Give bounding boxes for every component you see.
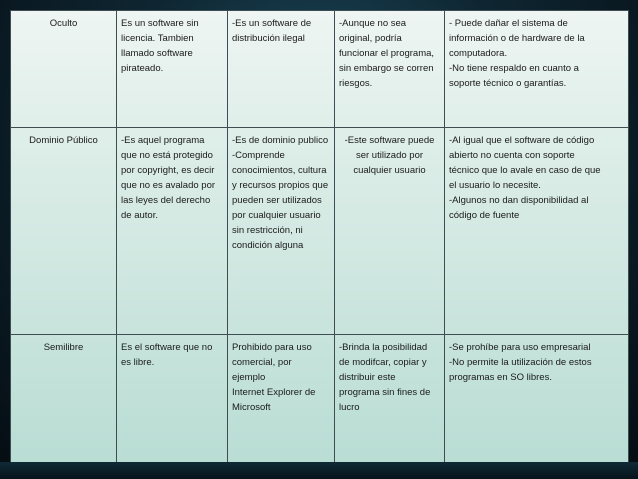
software-comparison-table bbox=[10, 10, 629, 463]
slide-footer-bar bbox=[0, 462, 638, 479]
disadvantages-cell: -Se prohíbe para uso empresarial -No permite la utilización de estos programas en SO libres. bbox=[445, 335, 629, 463]
table-row bbox=[11, 128, 629, 335]
table-row bbox=[11, 335, 629, 463]
row-name-cell: Dominio Público bbox=[11, 128, 117, 335]
row-name-cell: Oculto bbox=[11, 11, 117, 128]
description-cell: Es el software que no es libre. bbox=[117, 335, 228, 463]
advantages-cell: -Este software puede ser utilizado por cualquier usuario bbox=[335, 128, 445, 335]
disadvantages-cell: -Al igual que el software de código abierto no cuenta con soporte técnico que lo avale en caso de que el usuario lo necesite. -Algunos no dan disponibilidad al código de fuente bbox=[445, 128, 629, 335]
row-name-cell: Semilibre bbox=[11, 335, 117, 463]
table-row bbox=[11, 11, 629, 128]
disadvantages-cell: - Puede dañar el sistema de información o de hardware de la computadora. -No tiene respaldo en cuanto a soporte técnico o garantías. bbox=[445, 11, 629, 128]
advantages-cell: -Brinda la posibilidad de modifcar, copiar y distribuir este programa sin fines de lucro bbox=[335, 335, 445, 463]
characteristics-cell: -Es de dominio publico -Comprende conocimientos, cultura y recursos propios que pueden ser utilizados por cualquier usuario sin restricción, ni condición alguna bbox=[228, 128, 335, 335]
characteristics-cell: Prohibido para uso comercial, por ejemplo Internet Explorer de Microsoft bbox=[228, 335, 335, 463]
advantages-cell: -Aunque no sea original, podría funcionar el programa, sin embargo se corren riesgos. bbox=[335, 11, 445, 128]
description-cell: -Es aquel programa que no está protegido por copyright, es decir que no es avalado por las leyes del derecho de autor. bbox=[117, 128, 228, 335]
characteristics-cell: -Es un software de distribución ilegal bbox=[228, 11, 335, 128]
description-cell: Es un software sin licencia. Tambien llamado software pirateado. bbox=[117, 11, 228, 128]
